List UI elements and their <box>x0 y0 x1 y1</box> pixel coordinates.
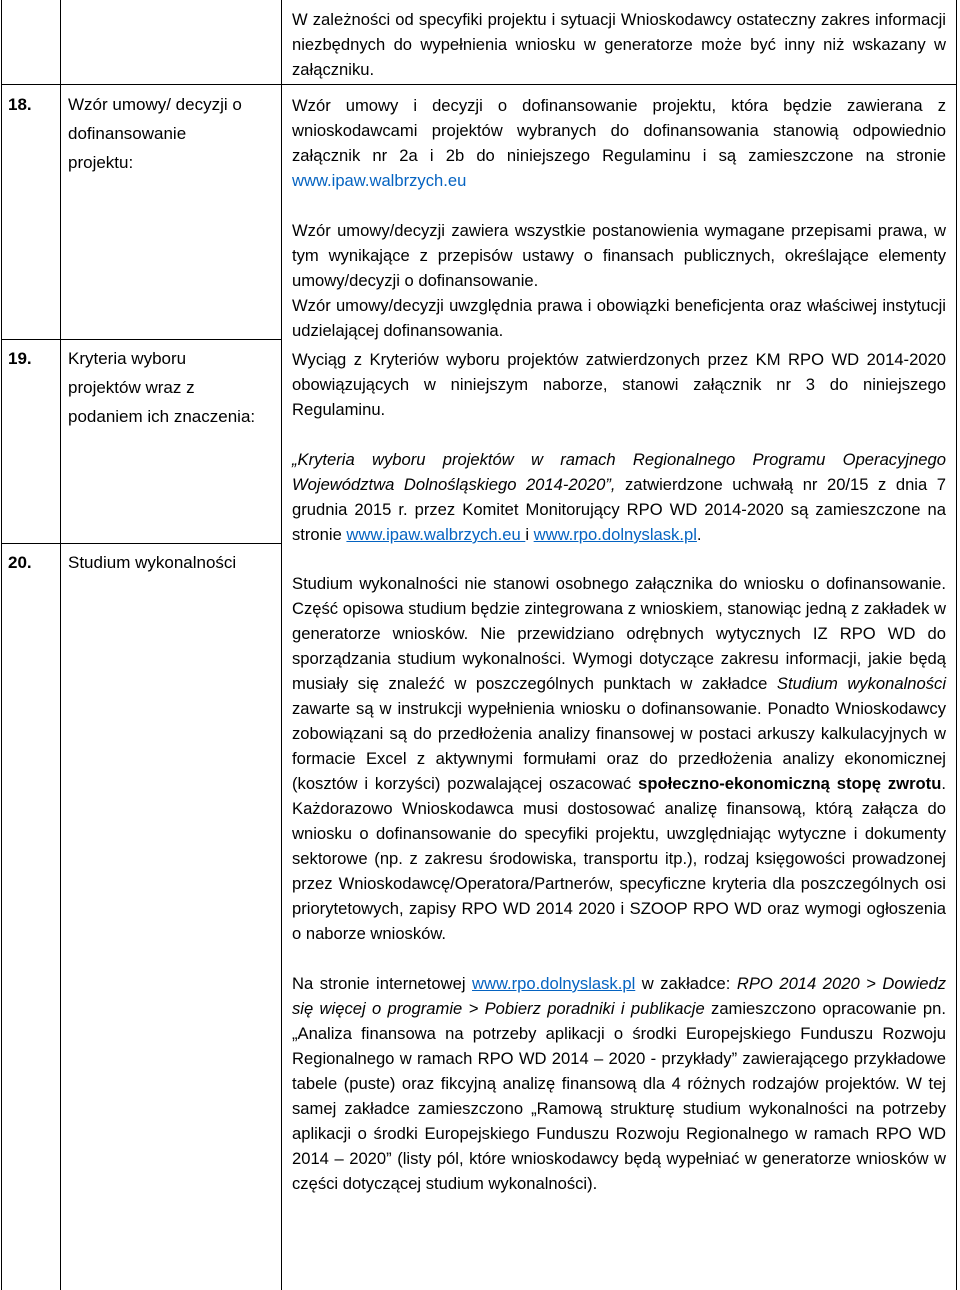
row-18-label: Wzór umowy/ decyzji o dofinansowanie projektu: <box>68 95 242 172</box>
row-19-label: Kryteria wyboru projektów wraz z podaniem ich znaczenia: <box>68 349 256 426</box>
row-20-label: Studium wykonalności <box>68 553 237 572</box>
table-border-left <box>1 0 2 1290</box>
row-19-paragraph-1: Wyciąg z Kryteriów wyboru projektów zatwierdzonych przez KM RPO WD 2014-2020 obowiązujących w niniejszym naborze, stanowi załącznik nr 3 do niniejszego Regulaminu. <box>292 350 946 419</box>
row-19-content <box>292 347 946 547</box>
row-divider-20 <box>1 543 282 544</box>
row-divider-19 <box>1 339 282 340</box>
row-18-content <box>292 93 946 343</box>
row-top-paragraph: W zależności od specyfiki projektu i sytuacji Wnioskodawcy ostateczny zakres informacji niezbędnych do wypełnienia wniosku w generatorze może być inny niż wskazany w załączniku. <box>292 10 946 79</box>
row-20-number: 20. <box>8 553 32 572</box>
row-19-number: 19. <box>8 349 32 368</box>
row-18-paragraph-2: Wzór umowy/decyzji zawiera wszystkie postanowienia wymagane przepisami prawa, w tym wynikające z przepisów ustawy o finansach publicznych, określające elementy umowy/decyzji o dofinansowanie. <box>292 221 946 290</box>
row-19-paragraph-2: „Kryteria wyboru projektów w ramach Regionalnego Programu Operacyjnego Województwa Dolnośląskiego 2014-2020”, zatwierdzone uchwałą nr 20/15 z dnia 7 grudnia 2015 r. przez Komitet Monitorujący RPO WD 2014-2020 są zamieszczone na stronie www.ipaw.walbrzych.eu i www.rpo.dolnyslask.pl. <box>292 450 946 544</box>
row-divider-18 <box>1 84 957 85</box>
row-18-paragraph-1: Wzór umowy i decyzji o dofinansowanie projektu, która będzie zawierana z wnioskodawcami projektów wybranych do dofinansowania stanowią odpowiednio załącznik nr 2a i 2b do niniejszego Regulaminu i są zamieszczone na stronie www.ipaw.walbrzych.eu <box>292 96 946 190</box>
ipaw-link[interactable]: www.ipaw.walbrzych.eu <box>292 171 467 190</box>
row-18-paragraph-3: Wzór umowy/decyzji uwzględnia prawa i obowiązki beneficjenta oraz właściwej instytucji udzielającej dofinansowania. <box>292 296 946 340</box>
table-border-right <box>956 0 957 1290</box>
table-border-label-col <box>281 0 282 1290</box>
row-18-number: 18. <box>8 95 32 114</box>
rpo-link-2[interactable]: www.rpo.dolnyslask.pl <box>472 974 636 993</box>
row-top-content <box>292 7 946 82</box>
row-20-paragraph-1: Studium wykonalności nie stanowi osobnego załącznika do wniosku o dofinansowanie. Część opisowa studium będzie zintegrowana z wnioskiem, stanowiąc jedną z zakładek w generatorze wniosków. Nie przewidziano odrębnych wytycznych IZ RPO WD do sporządzania studium wykonalności. Wymogi dotyczące zakresu informacji, jakie będą musiały się znaleźć w poszczególnych punktach w zakładce Studium wykonalności zawarte są w instrukcji wypełnienia wniosku o dofinansowanie. Ponadto Wnioskodawcy zobowiązani są do przedłożenia analizy finansowej w postaci arkuszy kalkulacyjnych w formacie Excel z aktywnymi formułami oraz do przedłożenia analizy ekonomicznej (kosztów i korzyści) pozwalającej oszacować społeczno-ekonomiczną stopę zwrotu. Każdorazowo Wnioskodawca musi dostosować analizę finansową, którą załącza do wniosku o dofinansowanie do specyfiki projektu, uwzględniając wytyczne i dokumenty sektorowe (np. z zakresu środowiska, transportu itp.), rodzaj księgowości prowadzonej przez Wnioskodawcę/Operatora/Partnerów, specyficzne kryteria dla poszczególnych osi priorytetowych, zapisy RPO WD 2014 2020 i SZOOP RPO WD oraz wymogi ogłoszenia o naborze wniosków. <box>292 574 947 943</box>
rpo-link[interactable]: www.rpo.dolnyslask.pl <box>533 525 697 544</box>
row-20-paragraph-2: Na stronie internetowej www.rpo.dolnyslask.pl w zakładce: RPO 2014 2020 > Dowiedz się więcej o programie > Pobierz poradniki i publikacje zamieszczono opracowanie pn. „Analiza finansowa na potrzeby aplikacji o środki Europejskiego Funduszu Rozwoju Regionalnego w ramach RPO WD 2014 – 2020 - przykłady” zawierającego przykładowe tabele (puste) oraz fikcyjną analizę finansową dla 4 różnych rodzajów projektów. W tej samej zakładce zamieszczono „Ramową strukturę studium wykonalności na potrzeby aplikacji o środki Europejskiego Funduszu Rozwoju Regionalnego w ramach RPO WD 2014 – 2020” (listy pól, które wnioskodawcy będą wypełniać w generatorze wniosków w części dotyczącej studium wykonalności). <box>292 974 947 1193</box>
table-border-number-col <box>60 0 61 1290</box>
ipaw-link-2[interactable]: www.ipaw.walbrzych.eu <box>346 525 526 544</box>
row-20-content <box>292 571 946 1196</box>
